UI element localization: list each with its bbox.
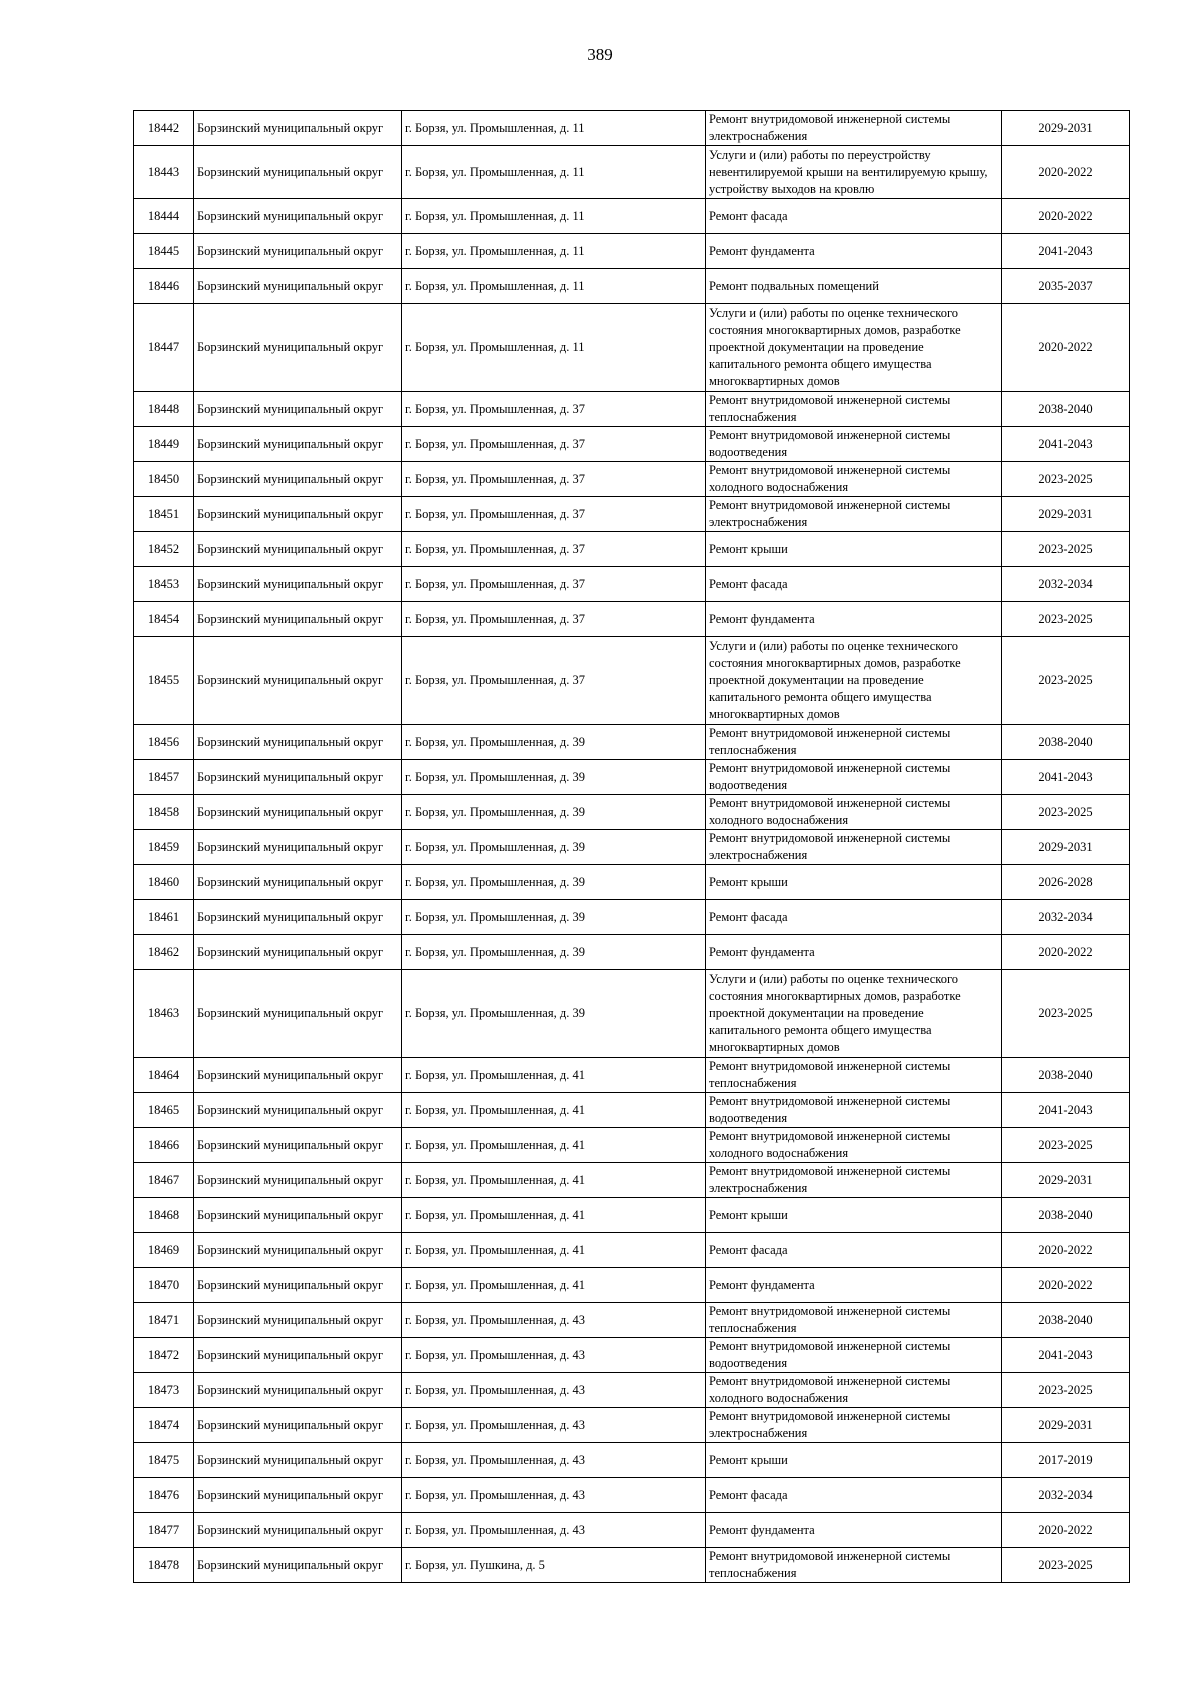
row-number-cell: 18460	[134, 865, 194, 900]
row-number-cell: 18447	[134, 304, 194, 392]
work-type-cell: Ремонт фасада	[706, 567, 1002, 602]
work-type-cell: Ремонт внутридомовой инженерной системы электроснабжения	[706, 497, 1002, 532]
table-row	[134, 427, 1130, 462]
address-cell: г. Борзя, ул. Промышленная, д. 11	[402, 111, 706, 146]
row-number-cell: 18449	[134, 427, 194, 462]
table-row	[134, 602, 1130, 637]
address-cell: г. Борзя, ул. Промышленная, д. 37	[402, 602, 706, 637]
municipality-cell: Борзинский муниципальный округ	[194, 725, 402, 760]
period-cell: 2020-2022	[1002, 1513, 1130, 1548]
address-cell: г. Борзя, ул. Промышленная, д. 43	[402, 1478, 706, 1513]
work-type-cell: Услуги и (или) работы по оценке технического состояния многоквартирных домов, разработке проектной документации на проведение капитального ремонта общего имущества многоквартирных домов	[706, 637, 1002, 725]
row-number-cell: 18471	[134, 1303, 194, 1338]
municipality-cell: Борзинский муниципальный округ	[194, 970, 402, 1058]
table-row	[134, 1268, 1130, 1303]
table-row	[134, 1163, 1130, 1198]
row-number-cell: 18465	[134, 1093, 194, 1128]
address-cell: г. Борзя, ул. Промышленная, д. 43	[402, 1408, 706, 1443]
work-type-cell: Услуги и (или) работы по оценке технического состояния многоквартирных домов, разработке проектной документации на проведение капитального ремонта общего имущества многоквартирных домов	[706, 304, 1002, 392]
work-type-cell: Ремонт фасада	[706, 1478, 1002, 1513]
period-cell: 2023-2025	[1002, 970, 1130, 1058]
table-row	[134, 1128, 1130, 1163]
row-number-cell: 18474	[134, 1408, 194, 1443]
row-number-cell: 18464	[134, 1058, 194, 1093]
municipality-cell: Борзинский муниципальный округ	[194, 1198, 402, 1233]
work-type-cell: Ремонт фасада	[706, 900, 1002, 935]
work-type-cell: Ремонт подвальных помещений	[706, 269, 1002, 304]
row-number-cell: 18457	[134, 760, 194, 795]
period-cell: 2020-2022	[1002, 199, 1130, 234]
work-type-cell: Ремонт внутридомовой инженерной системы электроснабжения	[706, 1408, 1002, 1443]
table-row	[134, 1408, 1130, 1443]
row-number-cell: 18443	[134, 146, 194, 199]
address-cell: г. Борзя, ул. Промышленная, д. 39	[402, 830, 706, 865]
row-number-cell: 18453	[134, 567, 194, 602]
row-number-cell: 18452	[134, 532, 194, 567]
row-number-cell: 18458	[134, 795, 194, 830]
row-number-cell: 18473	[134, 1373, 194, 1408]
work-type-cell: Ремонт крыши	[706, 865, 1002, 900]
work-type-cell: Ремонт внутридомовой инженерной системы электроснабжения	[706, 830, 1002, 865]
table-row	[134, 1443, 1130, 1478]
period-cell: 2023-2025	[1002, 1128, 1130, 1163]
period-cell: 2038-2040	[1002, 1058, 1130, 1093]
address-cell: г. Борзя, ул. Промышленная, д. 11	[402, 146, 706, 199]
municipality-cell: Борзинский муниципальный округ	[194, 760, 402, 795]
period-cell: 2029-2031	[1002, 1163, 1130, 1198]
municipality-cell: Борзинский муниципальный округ	[194, 900, 402, 935]
address-cell: г. Борзя, ул. Промышленная, д. 41	[402, 1198, 706, 1233]
period-cell: 2032-2034	[1002, 900, 1130, 935]
work-type-cell: Ремонт фундамента	[706, 234, 1002, 269]
municipality-cell: Борзинский муниципальный округ	[194, 462, 402, 497]
table-row	[134, 830, 1130, 865]
period-cell: 2017-2019	[1002, 1443, 1130, 1478]
row-number-cell: 18463	[134, 970, 194, 1058]
period-cell: 2029-2031	[1002, 1408, 1130, 1443]
work-type-cell: Ремонт крыши	[706, 532, 1002, 567]
period-cell: 2029-2031	[1002, 830, 1130, 865]
work-type-cell: Ремонт внутридомовой инженерной системы водоотведения	[706, 760, 1002, 795]
row-number-cell: 18446	[134, 269, 194, 304]
address-cell: г. Борзя, ул. Промышленная, д. 43	[402, 1443, 706, 1478]
municipality-cell: Борзинский муниципальный округ	[194, 1303, 402, 1338]
municipality-cell: Борзинский муниципальный округ	[194, 1093, 402, 1128]
table-row	[134, 392, 1130, 427]
address-cell: г. Борзя, ул. Промышленная, д. 39	[402, 900, 706, 935]
address-cell: г. Борзя, ул. Промышленная, д. 37	[402, 532, 706, 567]
period-cell: 2020-2022	[1002, 1233, 1130, 1268]
row-number-cell: 18459	[134, 830, 194, 865]
work-type-cell: Ремонт крыши	[706, 1198, 1002, 1233]
period-cell: 2035-2037	[1002, 269, 1130, 304]
period-cell: 2020-2022	[1002, 146, 1130, 199]
address-cell: г. Борзя, ул. Промышленная, д. 37	[402, 392, 706, 427]
municipality-cell: Борзинский муниципальный округ	[194, 1128, 402, 1163]
work-type-cell: Ремонт фундамента	[706, 1268, 1002, 1303]
address-cell: г. Борзя, ул. Промышленная, д. 43	[402, 1373, 706, 1408]
work-type-cell: Ремонт фасада	[706, 199, 1002, 234]
work-type-cell: Ремонт внутридомовой инженерной системы теплоснабжения	[706, 725, 1002, 760]
period-cell: 2023-2025	[1002, 532, 1130, 567]
municipality-cell: Борзинский муниципальный округ	[194, 865, 402, 900]
address-cell: г. Борзя, ул. Промышленная, д. 39	[402, 725, 706, 760]
work-type-cell: Ремонт крыши	[706, 1443, 1002, 1478]
work-type-cell: Ремонт внутридомовой инженерной системы водоотведения	[706, 1093, 1002, 1128]
work-type-cell: Ремонт внутридомовой инженерной системы теплоснабжения	[706, 1303, 1002, 1338]
municipality-cell: Борзинский муниципальный округ	[194, 1338, 402, 1373]
work-type-cell: Ремонт внутридомовой инженерной системы холодного водоснабжения	[706, 462, 1002, 497]
municipality-cell: Борзинский муниципальный округ	[194, 637, 402, 725]
row-number-cell: 18475	[134, 1443, 194, 1478]
table-row	[134, 1548, 1130, 1583]
period-cell: 2041-2043	[1002, 1338, 1130, 1373]
row-number-cell: 18456	[134, 725, 194, 760]
municipality-cell: Борзинский муниципальный округ	[194, 392, 402, 427]
address-cell: г. Борзя, ул. Промышленная, д. 39	[402, 865, 706, 900]
work-type-cell: Ремонт внутридомовой инженерной системы водоотведения	[706, 427, 1002, 462]
municipality-cell: Борзинский муниципальный округ	[194, 1058, 402, 1093]
period-cell: 2023-2025	[1002, 1373, 1130, 1408]
table-row	[134, 1093, 1130, 1128]
table-row	[134, 637, 1130, 725]
table-row	[134, 462, 1130, 497]
work-type-cell: Услуги и (или) работы по оценке технического состояния многоквартирных домов, разработке проектной документации на проведение капитального ремонта общего имущества многоквартирных домов	[706, 970, 1002, 1058]
table-row	[134, 1198, 1130, 1233]
work-type-cell: Ремонт фундамента	[706, 1513, 1002, 1548]
period-cell: 2041-2043	[1002, 427, 1130, 462]
address-cell: г. Борзя, ул. Промышленная, д. 37	[402, 567, 706, 602]
address-cell: г. Борзя, ул. Промышленная, д. 41	[402, 1233, 706, 1268]
work-type-cell: Ремонт фундамента	[706, 935, 1002, 970]
table-body	[134, 111, 1130, 1583]
municipality-cell: Борзинский муниципальный округ	[194, 1163, 402, 1198]
municipality-cell: Борзинский муниципальный округ	[194, 234, 402, 269]
period-cell: 2038-2040	[1002, 725, 1130, 760]
municipality-cell: Борзинский муниципальный округ	[194, 1268, 402, 1303]
work-type-cell: Ремонт внутридомовой инженерной системы холодного водоснабжения	[706, 1373, 1002, 1408]
municipality-cell: Борзинский муниципальный округ	[194, 1373, 402, 1408]
table-row	[134, 1303, 1130, 1338]
row-number-cell: 18451	[134, 497, 194, 532]
row-number-cell: 18476	[134, 1478, 194, 1513]
address-cell: г. Борзя, ул. Промышленная, д. 41	[402, 1163, 706, 1198]
address-cell: г. Борзя, ул. Промышленная, д. 11	[402, 199, 706, 234]
row-number-cell: 18445	[134, 234, 194, 269]
period-cell: 2026-2028	[1002, 865, 1130, 900]
row-number-cell: 18478	[134, 1548, 194, 1583]
table-row	[134, 1058, 1130, 1093]
table-row	[134, 1373, 1130, 1408]
row-number-cell: 18467	[134, 1163, 194, 1198]
address-cell: г. Борзя, ул. Промышленная, д. 37	[402, 427, 706, 462]
address-cell: г. Борзя, ул. Пушкина, д. 5	[402, 1548, 706, 1583]
period-cell: 2020-2022	[1002, 304, 1130, 392]
address-cell: г. Борзя, ул. Промышленная, д. 11	[402, 269, 706, 304]
period-cell: 2023-2025	[1002, 462, 1130, 497]
municipality-cell: Борзинский муниципальный округ	[194, 304, 402, 392]
work-type-cell: Ремонт фундамента	[706, 602, 1002, 637]
table-row	[134, 970, 1130, 1058]
address-cell: г. Борзя, ул. Промышленная, д. 43	[402, 1338, 706, 1373]
table-row	[134, 865, 1130, 900]
table-row	[134, 497, 1130, 532]
period-cell: 2023-2025	[1002, 637, 1130, 725]
municipality-cell: Борзинский муниципальный округ	[194, 935, 402, 970]
table-row	[134, 567, 1130, 602]
row-number-cell: 18444	[134, 199, 194, 234]
row-number-cell: 18454	[134, 602, 194, 637]
work-type-cell: Ремонт внутридомовой инженерной системы электроснабжения	[706, 111, 1002, 146]
period-cell: 2038-2040	[1002, 1303, 1130, 1338]
municipality-cell: Борзинский муниципальный округ	[194, 1513, 402, 1548]
table-row	[134, 1513, 1130, 1548]
work-type-cell: Ремонт внутридомовой инженерной системы водоотведения	[706, 1338, 1002, 1373]
row-number-cell: 18461	[134, 900, 194, 935]
address-cell: г. Борзя, ул. Промышленная, д. 43	[402, 1513, 706, 1548]
address-cell: г. Борзя, ул. Промышленная, д. 43	[402, 1303, 706, 1338]
page-number: 389	[587, 45, 613, 64]
period-cell: 2041-2043	[1002, 234, 1130, 269]
row-number-cell: 18466	[134, 1128, 194, 1163]
table-row	[134, 900, 1130, 935]
period-cell: 2029-2031	[1002, 111, 1130, 146]
period-cell: 2023-2025	[1002, 795, 1130, 830]
period-cell: 2041-2043	[1002, 760, 1130, 795]
address-cell: г. Борзя, ул. Промышленная, д. 39	[402, 760, 706, 795]
work-type-cell: Ремонт фасада	[706, 1233, 1002, 1268]
work-type-cell: Ремонт внутридомовой инженерной системы теплоснабжения	[706, 1548, 1002, 1583]
period-cell: 2041-2043	[1002, 1093, 1130, 1128]
period-cell: 2032-2034	[1002, 1478, 1130, 1513]
municipality-cell: Борзинский муниципальный округ	[194, 830, 402, 865]
address-cell: г. Борзя, ул. Промышленная, д. 41	[402, 1268, 706, 1303]
row-number-cell: 18450	[134, 462, 194, 497]
table-row	[134, 725, 1130, 760]
table-row	[134, 111, 1130, 146]
address-cell: г. Борзя, ул. Промышленная, д. 41	[402, 1128, 706, 1163]
row-number-cell: 18469	[134, 1233, 194, 1268]
municipality-cell: Борзинский муниципальный округ	[194, 497, 402, 532]
municipality-cell: Борзинский муниципальный округ	[194, 795, 402, 830]
row-number-cell: 18472	[134, 1338, 194, 1373]
municipality-cell: Борзинский муниципальный округ	[194, 269, 402, 304]
work-type-cell: Ремонт внутридомовой инженерной системы теплоснабжения	[706, 392, 1002, 427]
table-row	[134, 1478, 1130, 1513]
address-cell: г. Борзя, ул. Промышленная, д. 41	[402, 1058, 706, 1093]
period-cell: 2032-2034	[1002, 567, 1130, 602]
row-number-cell: 18470	[134, 1268, 194, 1303]
municipality-cell: Борзинский муниципальный округ	[194, 1408, 402, 1443]
table-row	[134, 760, 1130, 795]
table-row	[134, 199, 1130, 234]
address-cell: г. Борзя, ул. Промышленная, д. 39	[402, 970, 706, 1058]
address-cell: г. Борзя, ул. Промышленная, д. 37	[402, 637, 706, 725]
row-number-cell: 18442	[134, 111, 194, 146]
table-row	[134, 269, 1130, 304]
row-number-cell: 18455	[134, 637, 194, 725]
work-type-cell: Ремонт внутридомовой инженерной системы холодного водоснабжения	[706, 795, 1002, 830]
row-number-cell: 18448	[134, 392, 194, 427]
address-cell: г. Борзя, ул. Промышленная, д. 39	[402, 795, 706, 830]
address-cell: г. Борзя, ул. Промышленная, д. 11	[402, 304, 706, 392]
municipality-cell: Борзинский муниципальный округ	[194, 146, 402, 199]
address-cell: г. Борзя, ул. Промышленная, д. 37	[402, 462, 706, 497]
row-number-cell: 18477	[134, 1513, 194, 1548]
municipality-cell: Борзинский муниципальный округ	[194, 199, 402, 234]
work-type-cell: Услуги и (или) работы по переустройству невентилируемой крыши на вентилируемую крышу, устройству выходов на кровлю	[706, 146, 1002, 199]
municipality-cell: Борзинский муниципальный округ	[194, 1233, 402, 1268]
municipality-cell: Борзинский муниципальный округ	[194, 427, 402, 462]
municipality-cell: Борзинский муниципальный округ	[194, 602, 402, 637]
work-type-cell: Ремонт внутридомовой инженерной системы электроснабжения	[706, 1163, 1002, 1198]
period-cell: 2023-2025	[1002, 602, 1130, 637]
table-row	[134, 1233, 1130, 1268]
period-cell: 2038-2040	[1002, 1198, 1130, 1233]
table-row	[134, 1338, 1130, 1373]
period-cell: 2038-2040	[1002, 392, 1130, 427]
repair-schedule-table	[133, 110, 1130, 1583]
period-cell: 2029-2031	[1002, 497, 1130, 532]
municipality-cell: Борзинский муниципальный округ	[194, 1443, 402, 1478]
address-cell: г. Борзя, ул. Промышленная, д. 37	[402, 497, 706, 532]
period-cell: 2023-2025	[1002, 1548, 1130, 1583]
municipality-cell: Борзинский муниципальный округ	[194, 111, 402, 146]
table-row	[134, 234, 1130, 269]
address-cell: г. Борзя, ул. Промышленная, д. 11	[402, 234, 706, 269]
municipality-cell: Борзинский муниципальный округ	[194, 1478, 402, 1513]
municipality-cell: Борзинский муниципальный округ	[194, 567, 402, 602]
table-row	[134, 795, 1130, 830]
address-cell: г. Борзя, ул. Промышленная, д. 41	[402, 1093, 706, 1128]
table-row	[134, 146, 1130, 199]
municipality-cell: Борзинский муниципальный округ	[194, 532, 402, 567]
municipality-cell: Борзинский муниципальный округ	[194, 1548, 402, 1583]
work-type-cell: Ремонт внутридомовой инженерной системы холодного водоснабжения	[706, 1128, 1002, 1163]
period-cell: 2020-2022	[1002, 1268, 1130, 1303]
table-row	[134, 304, 1130, 392]
address-cell: г. Борзя, ул. Промышленная, д. 39	[402, 935, 706, 970]
row-number-cell: 18462	[134, 935, 194, 970]
table-row	[134, 935, 1130, 970]
work-type-cell: Ремонт внутридомовой инженерной системы теплоснабжения	[706, 1058, 1002, 1093]
row-number-cell: 18468	[134, 1198, 194, 1233]
period-cell: 2020-2022	[1002, 935, 1130, 970]
table-row	[134, 532, 1130, 567]
